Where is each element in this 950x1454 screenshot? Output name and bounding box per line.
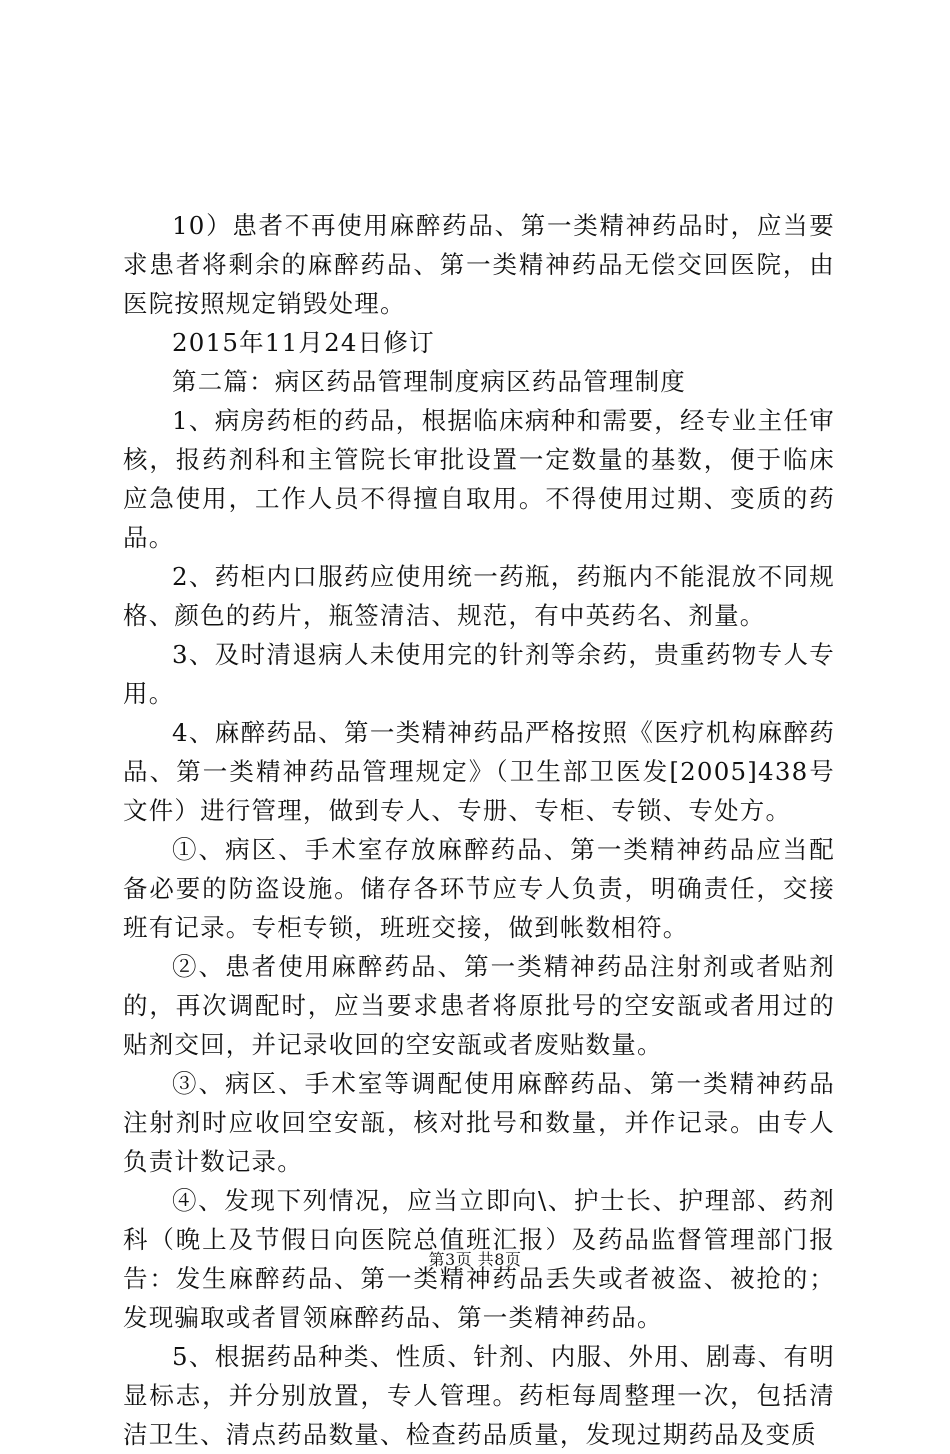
paragraph-rule-5: 5、根据药品种类、性质、针剂、内服、外用、剧毒、有明显标志，并分别放置，专人管理。药柜每周整理一次，包括清洁卫生、清点药品数量、检查药品质量，发现过期药品及变质 [123,1342,835,1449]
paragraph-subrule-1: ①、病区、手术室存放麻醉药品、第一类精神药品应当配备必要的防盗设施。储存各环节应专人负责，明确责任，交接班有记录。专柜专锁，班班交接，做到帐数相符。 [123,835,835,942]
paragraph-rule-3: 3、及时清退病人未使用完的针剂等余药，贵重药物专人专用。 [123,640,835,708]
paragraph-item-10-return-drugs: 10）患者不再使用麻醉药品、第一类精神药品时，应当要求患者将剩余的麻醉药品、第一类精神药品无偿交回医院，由医院按照规定销毁处理。 [123,211,835,318]
paragraph-rule-1: 1、病房药柜的药品，根据临床病种和需要，经专业主任审核，报药剂科和主管院长审批设置一定数量的基数，便于临床应急使用，工作人员不得擅自取用。不得使用过期、变质的药品。 [123,406,835,552]
paragraph-rule-4: 4、麻醉药品、第一类精神药品严格按照《医疗机构麻醉药品、第一类精神药品管理规定》（卫生部卫医发[2005]438号文件）进行管理，做到专人、专册、专柜、专锁、专处方。 [123,718,835,825]
paragraph-subrule-4: ④、发现下列情况，应当立即向\、护士长、护理部、药剂科（晚上及节假日向医院总值班汇报）及药品监督管理部门报告：发生麻醉药品、第一类精神药品丢失或者被盗、被抢的；发现骗取或者冒领麻醉药品、第一类精神药品。 [123,1186,835,1332]
page-footer: 第3页 共8页 [428,1250,522,1269]
paragraph-subrule-2: ②、患者使用麻醉药品、第一类精神药品注射剂或者贴剂的，再次调配时，应当要求患者将原批号的空安瓿或者用过的贴剂交回，并记录收回的空安瓿或者废贴数量。 [123,952,835,1059]
section-title: 第二篇：病区药品管理制度病区药品管理制度 [172,367,686,396]
paragraph-subrule-3: ③、病区、手术室等调配使用麻醉药品、第一类精神药品注射剂时应收回空安瓿，核对批号和数量，并作记录。由专人负责计数记录。 [123,1069,835,1176]
paragraph-rule-2: 2、药柜内口服药应使用统一药瓶，药瓶内不能混放不同规格、颜色的药片，瓶签清洁、规范，有中英药名、剂量。 [123,562,835,630]
revision-date: 2015年11月24日修订 [172,328,435,357]
